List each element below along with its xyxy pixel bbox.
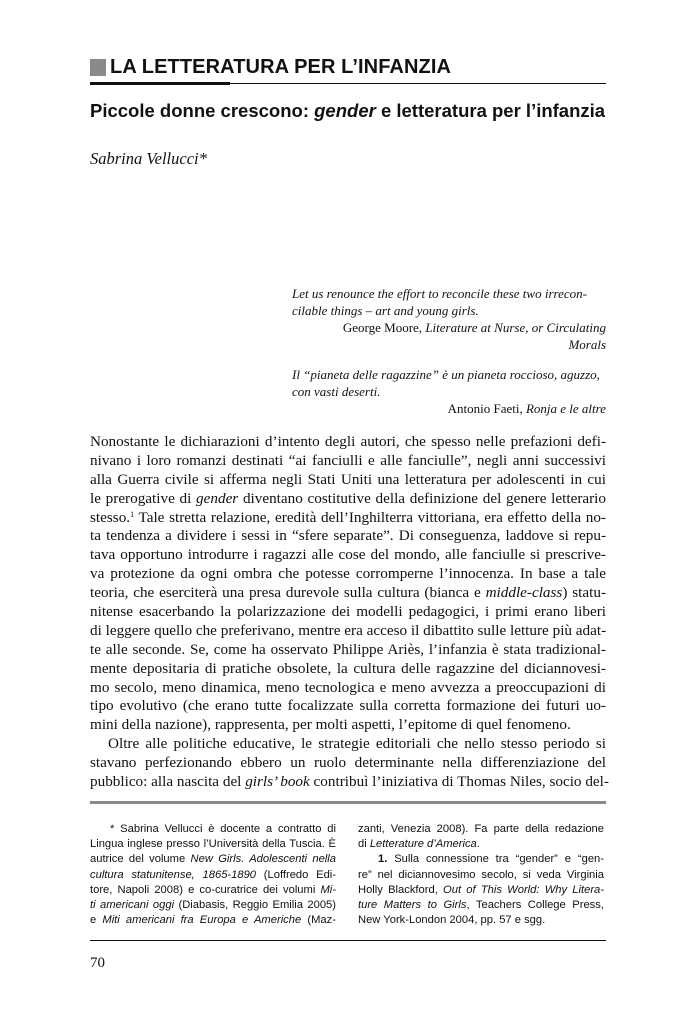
body-line: ta tendenza a dividere i sessi in “sfere separate”. Di conseguenza, laddove si repu-	[90, 527, 606, 545]
footnote-line: tore, Napoli 2008) e co-curatrice dei volumi Mi-	[90, 883, 336, 896]
footnote-line: Lingua inglese presso l’Università della Tuscia. È	[90, 838, 336, 851]
article-title: Piccole donne crescono: gender e letteratura per l’infanzia	[90, 100, 606, 121]
body-line: di leggere quello che preferivano, mentre era acceso il dibattito sulle letture più adat-	[90, 621, 607, 639]
page-number: 70	[90, 955, 105, 971]
footnote-line: autrice del volume New Girls. Adolescenti nella	[90, 853, 336, 866]
footnote-line: Holly Blackford, Out of This World: Why Litera-	[358, 883, 604, 896]
epigraph	[292, 285, 606, 353]
body-line: mini della nazione), rappresenta, per molti aspetti, l’epitome di quel fenomeno.	[90, 716, 571, 734]
footnote-line: 1. Sulla connessione tra “gender” e “gen-	[378, 853, 604, 866]
article-author: Sabrina Vellucci*	[90, 149, 207, 168]
footnote-line: di Letterature d’America.	[358, 838, 480, 851]
epigraph-quote-line: Il “pianeta delle ragazzine” è un pianeta roccioso, aguzzo,	[292, 367, 600, 382]
footnotes-left-column	[90, 822, 336, 928]
body-line: tipo evolutivo (che erano tutte focalizzate sulla corretta formazione dei futuri uo-	[90, 697, 606, 715]
section-marker-square	[90, 59, 106, 76]
body-line: teoria, che eserciterà una presa durevole sulla cultura (bianca e middle-class) statu-	[90, 584, 606, 602]
footnotes-right-column	[358, 822, 604, 928]
body-line: stavano perfezionando ebbero un ruolo determinante nella differenziazione del	[90, 754, 606, 772]
footnote-line: * Sabrina Vellucci è docente a contratto di	[110, 823, 336, 835]
footnote-rule	[90, 801, 606, 804]
epigraph-quote-line: con vasti deserti.	[292, 384, 381, 399]
epigraph-source: Antonio Faeti, Ronja e le altre	[447, 401, 606, 416]
header-rule-accent	[90, 82, 230, 85]
body-line: Oltre alle politiche educative, le strategie editoriali che nello stesso periodo si	[108, 735, 606, 753]
epigraph-quote-line: Let us renounce the effort to reconcile these two irrecon-	[292, 286, 587, 301]
footnote-line: e Miti americani fra Europa e Americhe (Maz-	[90, 914, 336, 927]
footnote-line: ture Matters to Girls, Teachers College Press,	[358, 898, 604, 911]
body-line: nitense esacerbando la polarizzazione dei modelli pedagogici, i primi erano liberi	[90, 603, 606, 621]
body-line: pubblico: alla nascita del girls’ book contribuì l’iniziativa di Thomas Niles, socio del-	[90, 773, 609, 791]
body-line: va protezione da ogni ombra che potesse corromperne l’innocenza. In base a tale	[90, 565, 606, 583]
body-text	[90, 433, 609, 792]
body-line: nivano i loro romanzi destinati “ai fanciulli e alle fanciulle”, negli anni successivi	[90, 451, 606, 469]
body-line: Nonostante le dichiarazioni d’intento degli autori, che spesso nelle prefazioni defi-	[90, 433, 606, 450]
footnote-number: 1.	[378, 853, 388, 866]
body-line: mente depositaria di pratiche obsolete, la cultura delle ragazzine del diciannovesi-	[90, 659, 606, 677]
body-line: stesso.$^1$ Tale stretta relazione, eredità dell’Inghilterra vittoriana, era effetto della no-	[90, 508, 606, 526]
body-line: tava opportuno introdurre i ragazzi alle cose del mondo, alle fanciulle si prescrive-	[90, 546, 606, 564]
footnote-line: cultura statunitense, 1865-1890 (Loffredo Edi-	[90, 868, 337, 881]
footnote-line: ti americani oggi (Diabasis, Reggio Emilia 2005)	[90, 898, 336, 911]
footnote-line: zanti, Venezia 2008). Fa parte della redazione	[358, 823, 604, 835]
footnote-ref: 1	[130, 509, 135, 519]
epigraph-quote-line: cilable things – art and young girls.	[292, 303, 479, 318]
epigraph	[292, 366, 606, 417]
body-line: mo secolo, meno dinamica, meno tecnologica e meno avvezza a preoccupazioni di	[90, 678, 606, 696]
footnote-line: New York-London 2004, pp. 57 e sgg.	[358, 914, 546, 927]
body-line: alla Guerra civile si afferma negli Stati Uniti una letteratura per adolescenti in cui	[90, 470, 606, 488]
footnote-line: re” nel diciannovesimo secolo, si veda Virginia	[358, 868, 604, 881]
epigraph-source: George Moore, Literature at Nurse, or Circulating	[342, 320, 606, 335]
epigraph-source: Morals	[568, 337, 606, 352]
body-line: te alle seconde. Se, come ha osservato Philippe Ariès, l’infanzia è stata tradizional-	[90, 640, 606, 658]
bottom-rule	[90, 940, 606, 941]
section-header	[90, 56, 606, 78]
epigraphs	[292, 285, 606, 417]
body-line: le prerogative di gender diventano costitutive della definizione del genere letterario	[90, 489, 606, 507]
section-title: LA LETTERATURA PER L’INFANZIA	[110, 56, 452, 78]
